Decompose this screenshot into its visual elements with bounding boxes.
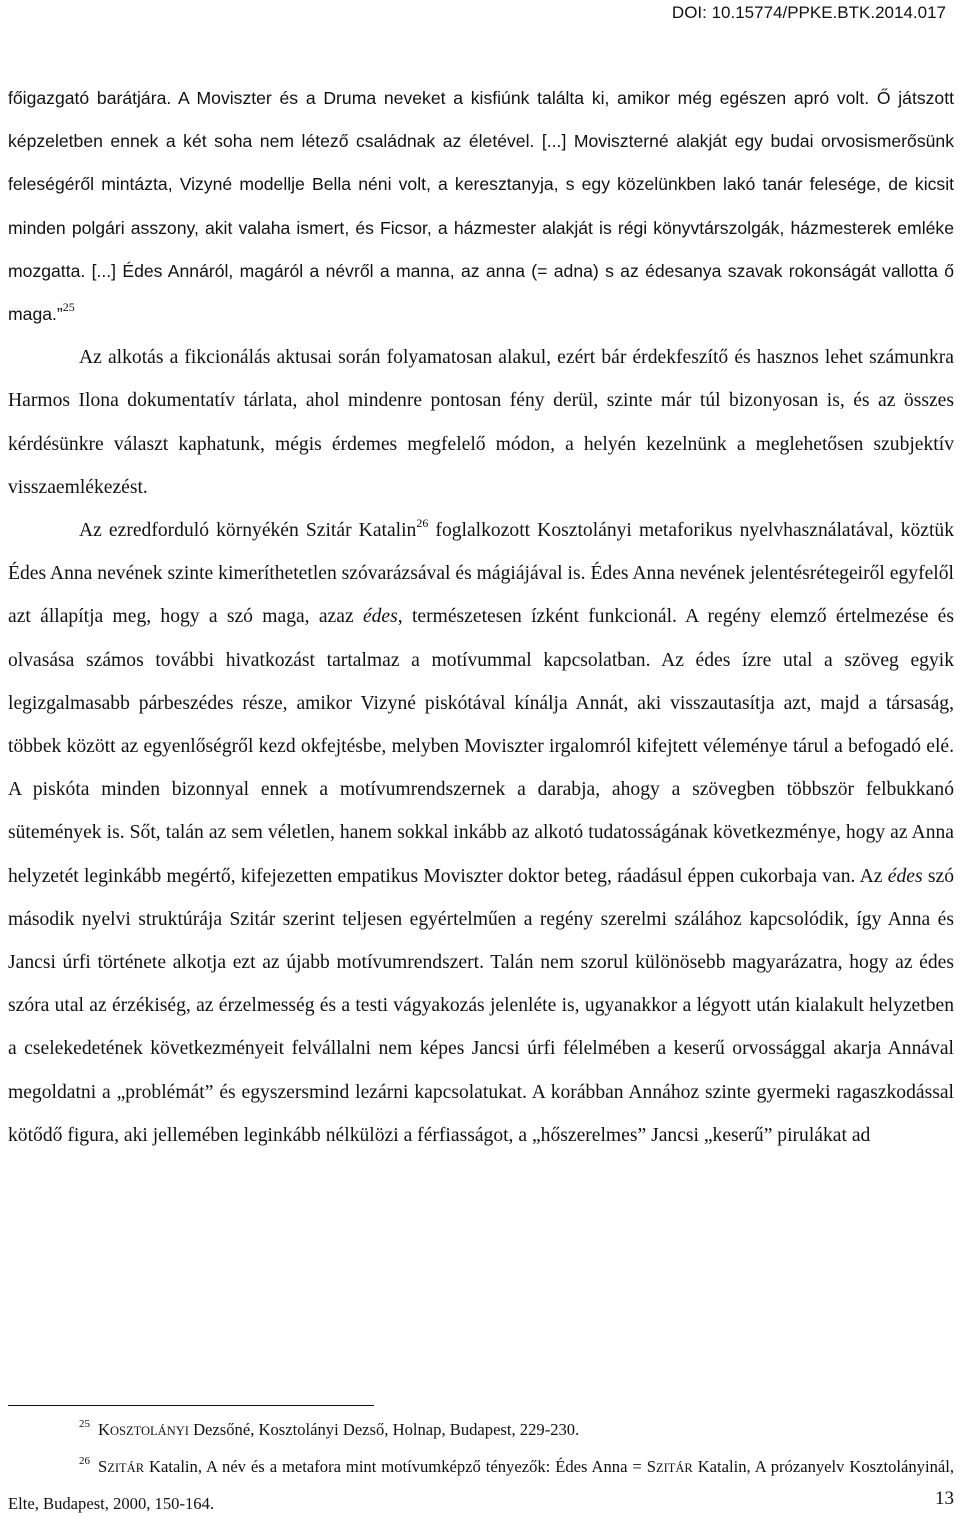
footnote-number: 25 — [79, 1418, 90, 1430]
p3-italic-edes: édes — [362, 606, 398, 628]
p3-text-d: szó második nyelvi struktúrája Szitár szerint teljesen egyértelműen a regény szerelmi szálához kapcsolódik, így Anna és Jancsi úrfi története alkotja ezt az újabb motívumrendszert. Talán nem szorul különösebb magyarázatra, hogy az édes szóra utal az érzékiség, az érzelmesség és a testi vágyakozás jelenléte is, ugyanakkor a légyott után kialakult helyzetben a cselekedetének következményeit felvállalni nem képes Jancsi úrfi félelmében a keserű orvossággal akarja Annával megoldatni a „problémát” és egyszersmind lezárni kapcsolatukat. A korábban Annához szinte gyermeki ragaszkodással kötődő figura, aki jellemében leginkább nélkülözi a férfiasságot, a „hőszerelmes” Jancsi „keserű” pirulákat ad — [8, 865, 954, 1146]
paragraph-2: Az alkotás a fikcionálás aktusai során folyamatosan alakul, ezért bár érdekfeszítő és hasznos lehet számunkra Harmos Ilona dokumentatív tárlata, ahol mindenre pontosan fény derül, szinte már túl bizonyosan is, és az összes kérdésünkre választ kaphatunk, mégis érdemes megfelelő módon, a helyén kezelnünk a meglehetősen szubjektív visszaemlékezést. — [8, 347, 954, 498]
footnote-25: $^{25}$ KOSZTOLÁNYI Dezsőné, Kosztolányi Dezső, Holnap, Budapest, 229-230. — [79, 1418, 580, 1439]
page-number: 13 — [935, 1488, 954, 1509]
footnote-26: $^{26}$ SZITÁR Katalin, A név és a metafora mint motívumképző tényezők: Édes Anna = SZITÁR Katalin, A prózanyelv Kosztolányinál, Elte, Budapest, 2000, 150-164. — [8, 1455, 954, 1513]
doi-header: DOI: 10.15774/PPKE.BTK.2014.017 — [671, 3, 946, 22]
quote-paragraph — [8, 77, 954, 336]
footnote-separator — [8, 1405, 374, 1406]
footnote-ref-26[interactable]: 26 — [416, 516, 429, 531]
p3-italic-edes-2: édes — [887, 865, 923, 887]
footnote-number: 26 — [79, 1455, 90, 1467]
p3-text-c: , természetesen ízként funkcionál. A regény elemző értelmezése és olvasása számos további hivatkozást tartalmaz a motívummal kapcsolatban. Az édes ízre utal a szöveg egyik legizgalmasabb párbeszédes része, amikor Vizyné piskótával kínálja Annát, aki visszautasítja azt, majd a társaság, többek között az egyenlőségről kezd okfejtésbe, melyben Moviszter irgalomról kifejtett véleménye tárul a befogadó elé. A piskóta minden bizonnyal ennek a motívumrendszernek a darabja, ahogy a szövegben többször felbukkanó sütemények is. Sőt, talán az sem véletlen, hanem sokkal inkább az alkotó tudatosságának következménye, hogy az Anna helyzetét leginkább megértő, kifejezetten empatikus Moviszter doktor beteg, ráadásul éppen cukorbaja van. Az — [8, 606, 954, 887]
p3-text-b: foglalkozott Kosztolányi metaforikus nyelvhasználatával, köztük Édes Anna nevének szinte kimeríthetetlen szóvarázsával és mágiájával is. Édes Anna nevének jelentésrétegeiről egyfelől azt állapítja meg, hogy a szó maga, azaz — [8, 520, 954, 628]
quote-text: főigazgató barátjára. A Moviszter és a Druma neveket a kisfiúnk találta ki, amikor még egészen apró volt. Ő játszott képzeletben ennek a két soha nem létező családnak az életével. [...] Moviszterné alakját egy budai orvosismerősünk feleségéről mintázta, Vizyné modellje Bella néni volt, a keresztanyja, s egy közelünkben lakó tanár felesége, de kicsit minden polgári asszony, akit valaha ismert, és Ficsor, a házmester alakját is régi könyvtárszolgák, házmesterek emléke mozgatta. [...] Édes Annáról, magáról a névről a manna, az anna (= adna) s az édesanya szavak rokonságát vallotta ő maga.” — [8, 88, 954, 325]
page-body — [8, 77, 954, 1157]
paragraph-3 — [8, 509, 954, 1157]
footnote-ref-25[interactable]: 25 — [62, 300, 75, 315]
footnote-text: Katalin, A név és a metafora mint motívumképző tényezők: Édes Anna = — [144, 1457, 647, 1476]
footnotes — [8, 1412, 954, 1521]
p3-text-a: Az ezredforduló környékén Szitár Katalin — [79, 520, 417, 542]
footnote-text: Dezsőné, Kosztolányi Dezső, Holnap, Budapest, 229-230. — [188, 1420, 580, 1439]
footnote-text-2: Katalin, A prózanyelv Kosztolányinál, Elte, Budapest, 2000, 150-164. — [8, 1457, 954, 1513]
